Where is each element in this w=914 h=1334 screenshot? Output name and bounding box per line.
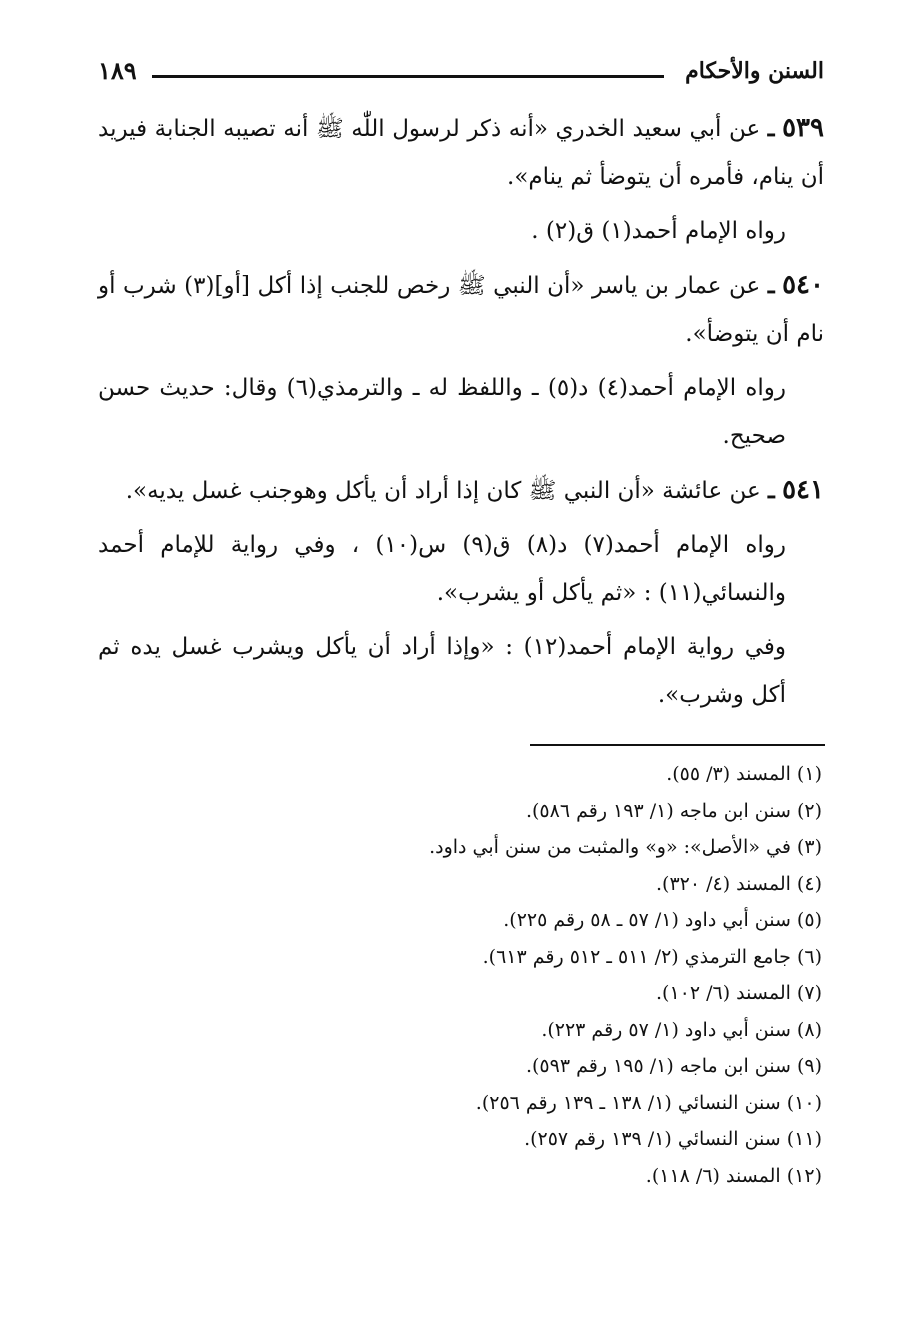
narration-540: رواه الإمام أحمد(٤) د(٥) ـ واللفظ له ـ والترمذي(٦) وقال: حديث حسن صحيح. [98,375,787,449]
hadith-text: عن عمار بن ياسر «أن النبي ﷺ رخص للجنب إذا أكل [أو](٣) شرب [123,273,761,299]
hadith-number: ٥٣٩ [782,113,824,143]
footnote-separator [530,744,825,746]
hadith-separator: ـ [767,272,775,299]
hadith-text-cont: أو نام أن يتوضأ». [98,273,824,347]
footnote-2: (٢) سنن ابن ماجه (١/ ١٩٣ رقم ٥٨٦). [525,799,822,822]
page-number: ١٨٩ [98,56,137,85]
hadith-text-cont: أن ينام، فأمره أن يتوضأ ثم ينام». [507,164,824,190]
additional-narration: وفي رواية الإمام أحمد(١٢) : «وإذا أراد أن يأكل ويشرب غسل يده ثم أكل وشرب». [98,634,786,708]
footnote-12: (١٢) المسند (٦/ ١١٨). [645,1164,822,1187]
hadith-text: عن أبي سعيد الخدري «أنه ذكر لرسول اللّٰه ﷺ أنه تصيبه الجنابة فيريد [98,116,761,142]
footnote-6: (٦) جامع الترمذي (٢/ ٥١١ ـ ٥١٢ رقم ٦١٣). [482,945,822,968]
narration-541 [98,521,824,617]
footnotes [98,756,824,1194]
hadith-separator: ـ [768,477,775,504]
narration-text: رواه الإمام أحمد(٧) د(٨) ق(٩) س(١٠) ، وفي رواية للإمام أحمد والنسائي(١١) : [98,532,786,606]
hadith-text: عن عائشة «أن النبي ﷺ كان إذا أراد أن يأكل وهوجنب غسل يديه». [125,478,761,504]
running-title: السنن والأحكام [685,58,824,84]
narration-539: رواه الإمام أحمد(١) ق(٢) . [531,218,786,244]
hadith-539 [98,104,824,201]
header-rule [152,75,664,78]
main-text [98,104,824,725]
page-header [98,58,824,98]
footnote-5: (٥) سنن أبي داود (١/ ٥٧ ـ ٥٨ رقم ٢٢٥). [503,909,822,931]
footnote-1: (١) المسند (٣/ ٥٥). [666,763,822,785]
footnote-9: (٩) سنن ابن ماجه (١/ ١٩٥ رقم ٥٩٣). [525,1055,822,1077]
footnote-4: (٤) المسند (٤/ ٣٢٠). [655,872,822,895]
footnote-10: (١٠) سنن النسائي (١/ ١٣٨ ـ ١٣٩ رقم ٢٥٦). [475,1091,822,1114]
hadith-541 [98,466,824,515]
hadith-number: ٥٤١ [782,475,824,505]
footnote-3: (٣) في «الأصل»: «و» والمثبت من سنن أبي داود. [429,836,822,858]
hadith-number: ٥٤٠ [782,270,824,300]
footnote-8: (٨) سنن أبي داود (١/ ٥٧ رقم ٢٢٣). [541,1018,822,1041]
footnote-11: (١١) سنن النسائي (١/ ١٣٩ رقم ٢٥٧). [524,1128,822,1150]
footnote-7: (٧) المسند (٦/ ١٠٢). [655,982,822,1004]
hadith-separator: ـ [767,115,775,142]
hadith-540 [98,261,824,358]
narration-quote: «ثم يأكل أو يشرب». [436,580,637,606]
